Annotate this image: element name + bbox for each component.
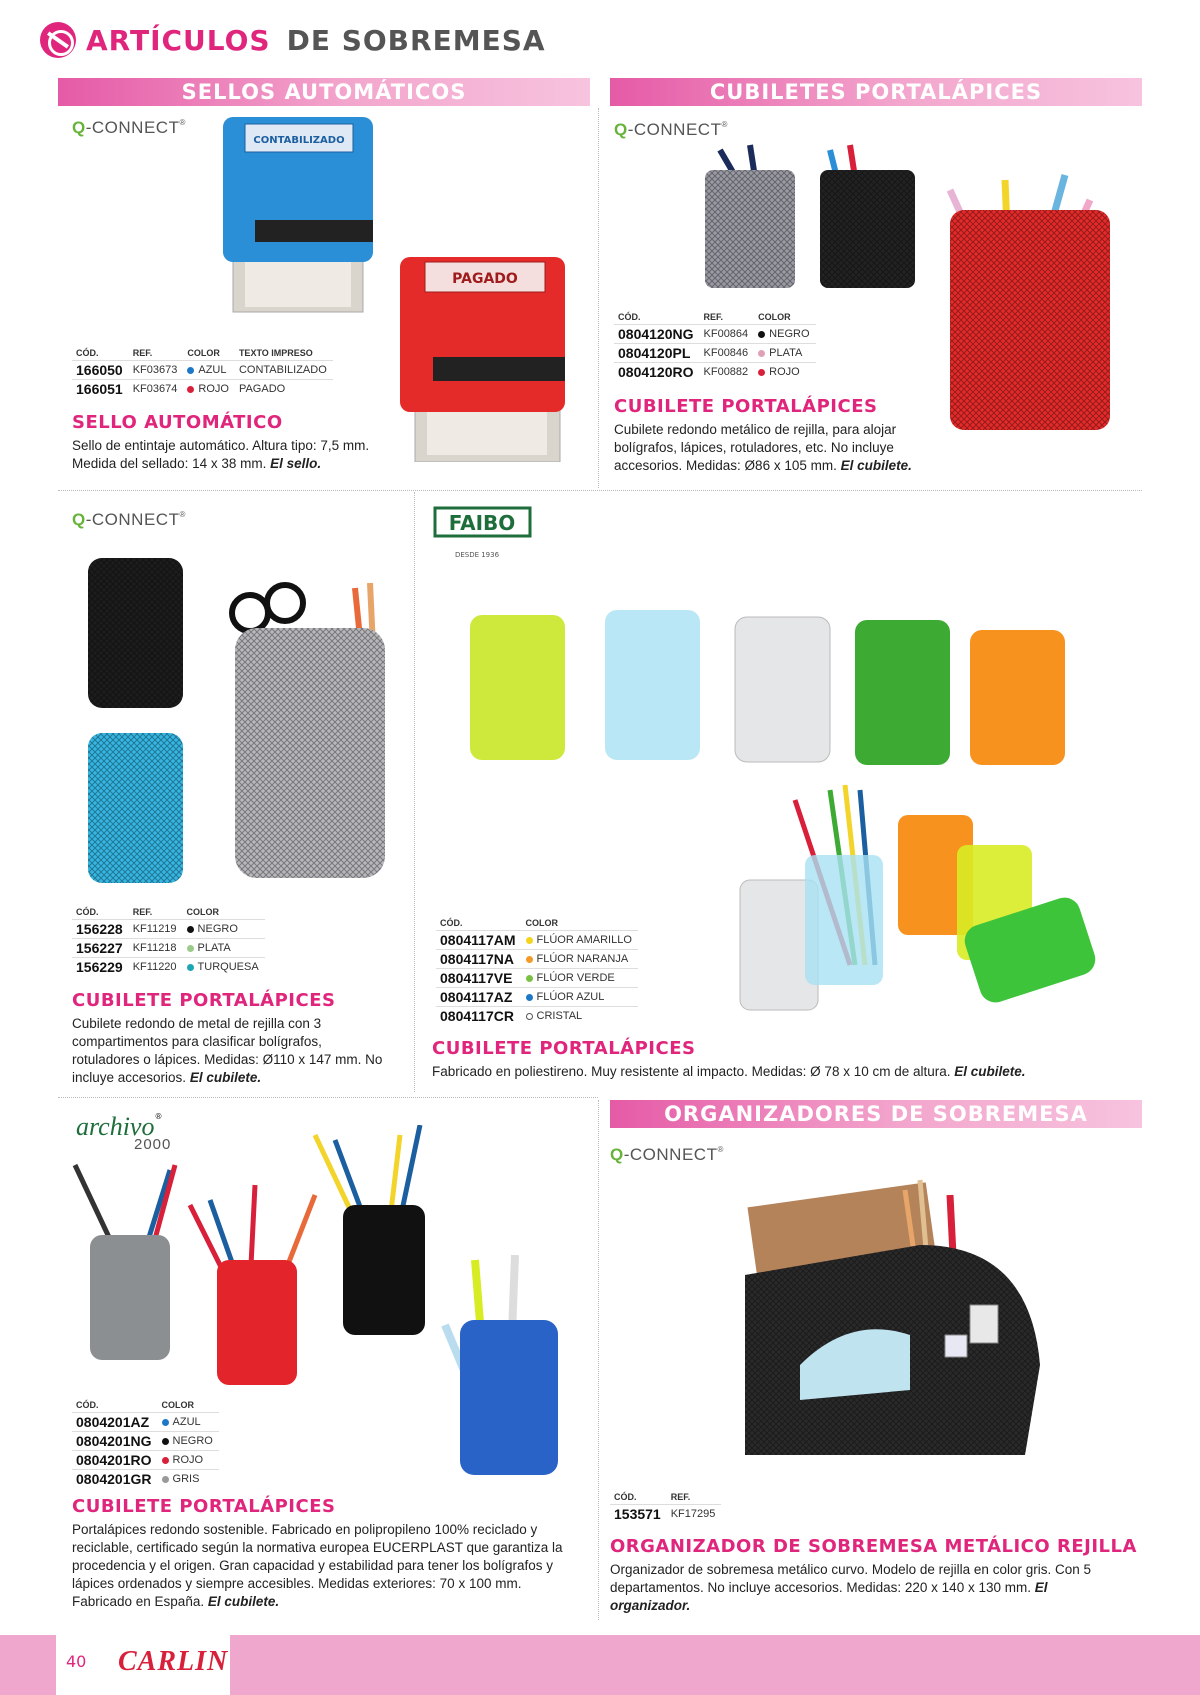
- category-icon: [40, 22, 76, 58]
- color-dot: [758, 369, 765, 376]
- cubilete-3comp-ref-table: [72, 907, 265, 976]
- cubilete-sostenible-ref-table: [72, 1400, 219, 1488]
- table-row: 153571 KF17295: [610, 1505, 721, 1524]
- mesh-cups-image: [700, 140, 1130, 440]
- color-dot: [162, 1438, 169, 1445]
- faibo-logo: [432, 505, 542, 565]
- table-row: 156228 KF11219 NEGRO: [72, 920, 265, 939]
- color-dot: [526, 994, 533, 1001]
- table-row: 0804201RO ROJO: [72, 1451, 219, 1470]
- divider: [598, 1100, 599, 1620]
- svg-text:DESDE 1936: DESDE 1936: [454, 551, 500, 559]
- product-description: Fabricado en poliestireno. Muy resistente al impacto. Medidas: Ø 78 x 10 cm de altura. El cubilete.: [432, 1064, 1026, 1079]
- brand-qconnect: Q-CONNECT®: [610, 1145, 724, 1164]
- color-dot: [187, 386, 194, 393]
- product-description: Cubilete redondo metálico de rejilla, para alojar bolígrafos, lápices, rotuladores, etc. No incluye accesorios. Medidas: Ø86 x 105 mm. El cubilete.: [614, 422, 912, 473]
- table-row: 166050 KF03673 AZUL CONTABILIZADO: [72, 361, 333, 380]
- col-header-ref: REF.: [670, 1492, 691, 1502]
- col-header-ref: REF.: [132, 907, 153, 917]
- cubilete-rejilla-ref-table: [614, 312, 816, 381]
- brand-qconnect: Q-CONNECT®: [72, 118, 186, 137]
- band-cubiletes: CUBILETES PORTALÁPICES: [610, 78, 1142, 106]
- color-dot: [187, 945, 194, 952]
- table-row: 0804117VE FLÚOR VERDE: [436, 969, 638, 988]
- carlin-logo: CARLIN: [118, 1646, 229, 1677]
- col-header-ref: REF.: [703, 312, 724, 322]
- col-header-cod: CÓD.: [76, 907, 99, 917]
- color-dot: [758, 350, 765, 357]
- color-dot: [526, 956, 533, 963]
- product-description: Cubilete redondo de metal de rejilla con 3 compartimentos para clasificar bolígrafos, rotuladores o lápices. Medidas: Ø110 x 147 mm. No incluye accesorios. El cubilete.: [72, 1016, 383, 1085]
- product-description: Portalápices redondo sostenible. Fabricado en polipropileno 100% reciclado y reciclable, certificado según la normativa europea EUCERPLAST que garantiza la procedencia y el origen. Gran capacidad y estabilidad para tener los bolígrafos y lápices ordenados y siempre accesibles. Medidas exteriores: 70 x 100 mm. Fabricado en España. El cubilete.: [72, 1522, 563, 1609]
- desk-organizer-image: [740, 1175, 1050, 1465]
- col-header-cod: CÓD.: [440, 918, 463, 928]
- col-header-color: COLOR: [758, 312, 791, 322]
- divider: [58, 490, 1142, 491]
- stamp-product-image: [215, 112, 585, 462]
- sello-ref-table: [72, 348, 333, 398]
- stamp-blue-text: CONTABILIZADO: [253, 135, 345, 146]
- brand-qconnect: Q-CONNECT®: [614, 120, 728, 139]
- table-row: 0804201AZ AZUL: [72, 1413, 219, 1432]
- page-number: 40: [66, 1652, 87, 1671]
- archivo-2000-logo: archivo® 2000: [76, 1112, 172, 1153]
- divider: [414, 492, 415, 1092]
- page-title-accent: ARTÍCULOS: [86, 23, 271, 57]
- organizador-ref-table: [610, 1492, 721, 1523]
- page-header: [40, 22, 546, 58]
- col-header-color: COLOR: [187, 348, 220, 358]
- col-header-color: COLOR: [161, 1400, 195, 1410]
- col-header-texto: TEXTO IMPRESO: [238, 348, 313, 358]
- col-header-cod: CÓD.: [76, 1400, 99, 1410]
- col-header-cod: CÓD.: [76, 348, 99, 358]
- table-row: 0804117AM FLÚOR AMARILLO: [436, 931, 638, 950]
- divider: [598, 108, 599, 488]
- table-row: 156227 KF11218 PLATA: [72, 939, 265, 958]
- page-title: DE SOBREMESA: [286, 23, 546, 57]
- product-title: CUBILETE PORTALÁPICES: [72, 1496, 336, 1517]
- product-title: SELLO AUTOMÁTICO: [72, 412, 283, 433]
- color-dot: [758, 331, 765, 338]
- table-row: 0804120NG KF00864 NEGRO: [614, 325, 816, 344]
- color-dot: [526, 975, 533, 982]
- color-dot: [187, 926, 194, 933]
- product-description: Organizador de sobremesa metálico curvo. Modelo de rejilla en color gris. Con 5 departamentos. No incluye accesorios. Medidas: 220 x 140 x 130 mm. El organizador.: [610, 1562, 1091, 1613]
- brand-qconnect: Q-CONNECT®: [72, 510, 186, 529]
- svg-text:FAIBO: FAIBO: [448, 511, 516, 535]
- cubilete-poliestireno-ref-table: [436, 918, 638, 1025]
- product-title: ORGANIZADOR DE SOBREMESA METÁLICO REJILLA: [610, 1536, 1137, 1557]
- stamp-red-text: PAGADO: [452, 271, 518, 287]
- col-header-ref: REF.: [132, 348, 153, 358]
- col-header-color: COLOR: [525, 918, 559, 928]
- table-row: 0804117AZ FLÚOR AZUL: [436, 988, 638, 1007]
- divider: [58, 1097, 598, 1098]
- col-header-color: COLOR: [186, 907, 220, 917]
- color-dot: [187, 964, 194, 971]
- col-header-cod: CÓD.: [618, 312, 641, 322]
- product-title: CUBILETE PORTALÁPICES: [432, 1038, 696, 1059]
- compartment-cups-image: [80, 548, 400, 888]
- color-dot: [162, 1476, 169, 1483]
- product-description: Sello de entintaje automático. Altura tipo: 7,5 mm. Medida del sellado: 14 x 38 mm. El sello.: [72, 438, 370, 471]
- table-row: 0804201NG NEGRO: [72, 1432, 219, 1451]
- color-dot: [187, 367, 194, 374]
- table-row: 0804120PL KF00846 PLATA: [614, 344, 816, 363]
- col-header-cod: CÓD.: [614, 1492, 637, 1502]
- table-row: 0804201GR GRIS: [72, 1470, 219, 1489]
- table-row: 0804117CR CRISTAL: [436, 1007, 638, 1026]
- color-dot: [162, 1419, 169, 1426]
- table-row: 166051 KF03674 ROJO PAGADO: [72, 380, 333, 399]
- product-title: CUBILETE PORTALÁPICES: [72, 990, 336, 1011]
- band-organizadores: ORGANIZADORES DE SOBREMESA: [610, 1100, 1142, 1128]
- color-dot: [162, 1457, 169, 1464]
- product-title: CUBILETE PORTALÁPICES: [614, 396, 878, 417]
- table-row: 0804117NA FLÚOR NARANJA: [436, 950, 638, 969]
- color-dot: [526, 1013, 533, 1020]
- band-sellos: SELLOS AUTOMÁTICOS: [58, 78, 590, 106]
- color-dot: [526, 937, 533, 944]
- table-row: 156229 KF11220 TURQUESA: [72, 958, 265, 977]
- table-row: 0804120RO KF00882 ROJO: [614, 363, 816, 382]
